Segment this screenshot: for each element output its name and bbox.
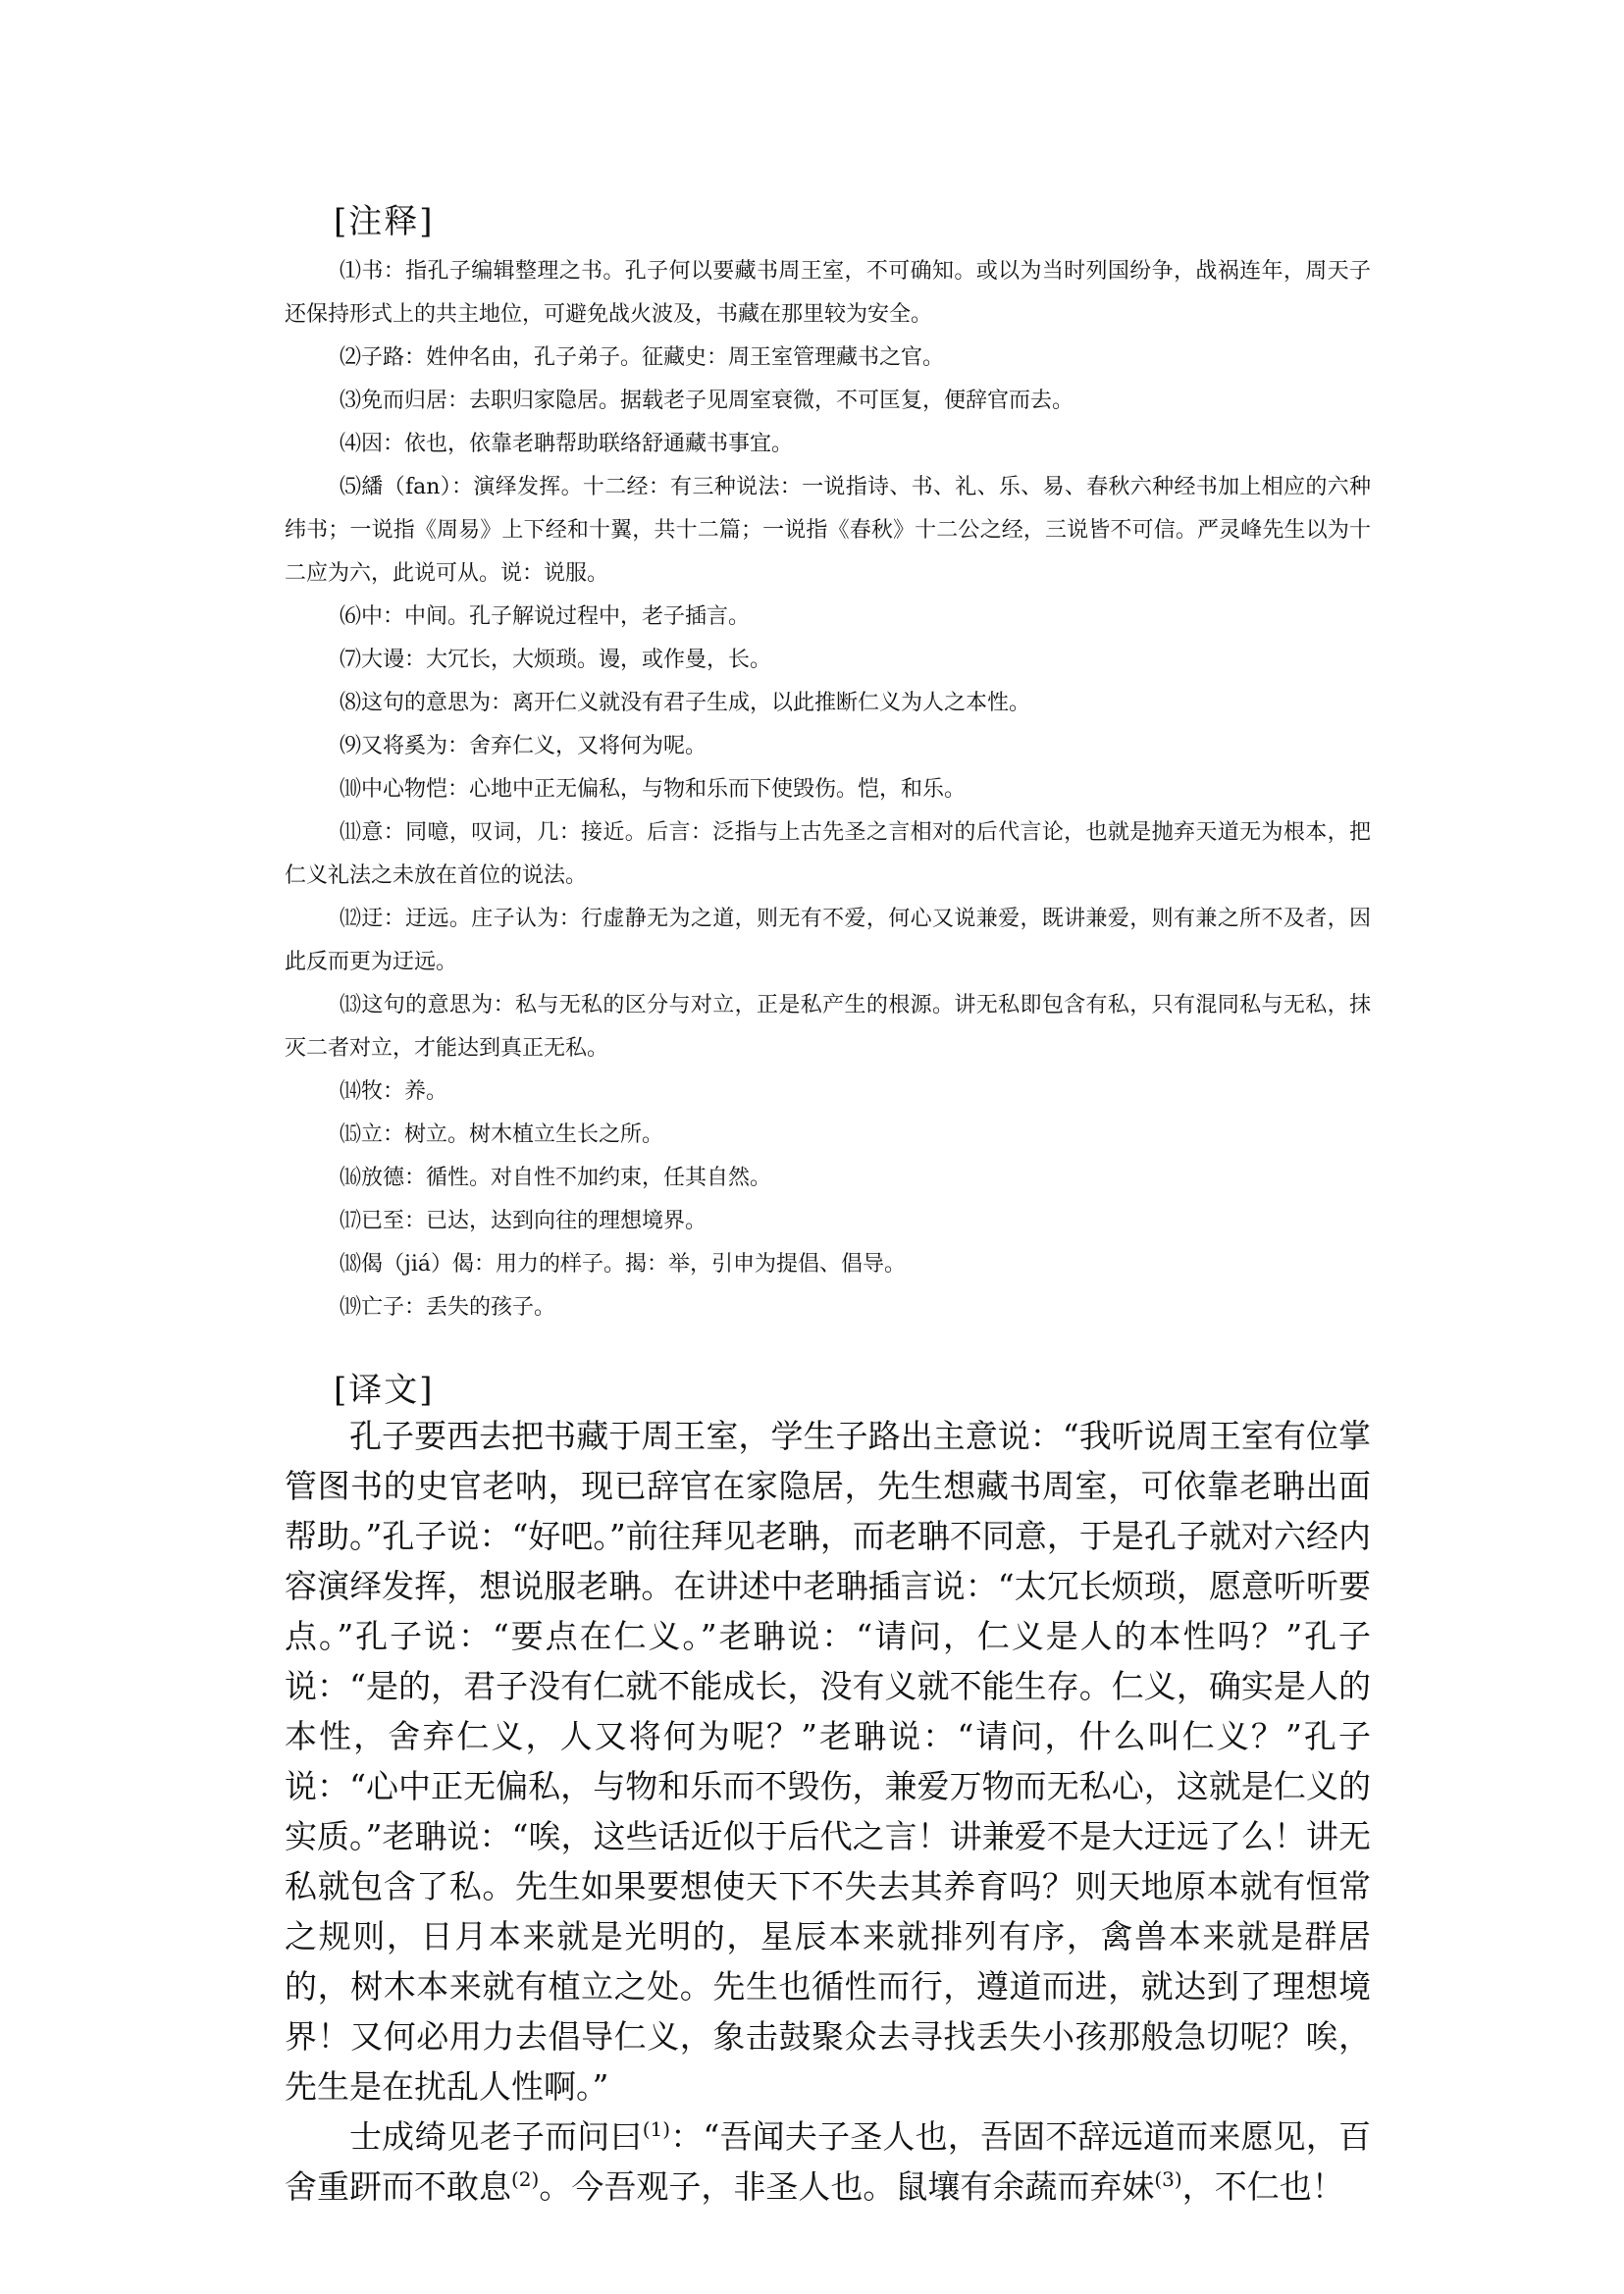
note-item: ⑺大谩：大冗长，大烦琐。谩，或作曼，长。 — [340, 648, 772, 672]
note-item: ⑹中：中间。孔子解说过程中，老子插言。 — [340, 604, 751, 629]
note-item: ⒅偈（jiá）偈：用力的样子。揭：举，引申为提倡、倡导。 — [340, 1252, 906, 1277]
note-item: ⒂立：树立。树木植立生长之所。 — [340, 1122, 664, 1147]
text-segment: ，不仁也！ — [1181, 2167, 1344, 2206]
text-segment: ：“吾闻夫子圣人也，吾固不辞远道而来愿见，百舍重趼而不敢息 — [285, 2117, 1372, 2206]
note-item: ⑵子路：姓仲名由，孔子弟子。征藏史：周王室管理藏书之官。 — [340, 345, 945, 370]
note-item: ⑽中心物恺：心地中正无偏私，与物和乐而下使毁伤。恺，和乐。 — [340, 777, 967, 802]
text-segment: 士成绮见老子而问曰 — [349, 2117, 643, 2156]
note-item: ⑿迂：迂远。庄子认为：行虚静无为之道，则无有不爱，何心又说兼爱，既讲兼爱，则有兼之所不及者，因此反而更为迂远。 — [285, 907, 1371, 974]
notes-heading: [注释] — [334, 202, 435, 241]
note-item: ⒀这句的意思为：私与无私的区分与对立，正是私产生的根源。讲无私即包含有私，只有混同私与无私，抹灭二者对立，才能达到真正无私。 — [285, 993, 1371, 1061]
note-item: ⒁牧：养。 — [340, 1079, 448, 1104]
notes-list — [285, 250, 1371, 1329]
translation-body — [285, 1411, 1371, 2212]
note-item: ⑸繙（fan）：演绎发挥。十二经：有三种说法：一说指诗、书、礼、乐、易、春秋六种经书加上相应的六种纬书；一说指《周易》上下经和十翼，共十二篇；一说指《春秋》十二公之经，三说皆不可信。严灵峰先生以为十二应为六，此说可从。说：说服。 — [285, 475, 1371, 586]
note-item: ⑼又将奚为：舍弃仁义，又将何为呢。 — [340, 734, 707, 758]
note-item: ⑴书：指孔子编辑整理之书。孔子何以要藏书周王室，不可确知。或以为当时列国纷争，战祸连年，周天子还保持形式上的共主地位，可避免战火波及，书藏在那里较为安全。 — [285, 259, 1371, 327]
note-item: ⑶免而归居：去职归家隐居。据载老子见周室衰微，不可匡复，便辞官而去。 — [340, 389, 1074, 413]
footnote-ref: (1) — [642, 2117, 671, 2141]
note-item: ⒃放德：循性。对自性不加约束，任其自然。 — [340, 1166, 772, 1190]
footnote-ref: (3) — [1154, 2167, 1182, 2191]
note-item: ⑷因：依也，依靠老聃帮助联络舒通藏书事宜。 — [340, 432, 794, 456]
translation-paragraph — [285, 2112, 1371, 2212]
translation-paragraph: 孔子要西去把书藏于周王室，学生子路出主意说：“我听说周王室有位掌管图书的史官老呐，现已辞官在家隐居，先生想藏书周室，可依靠老聃出面帮助。”孔子说：“好吧。”前往拜见老聃，而老聃不同意，于是孔子就对六经内容演绎发挥，想说服老聃。在讲述中老聃插言说：“太冗长烦琐，愿意听听要点。”孔子说：“要点在仁义。”老聃说：“请问，仁义是人的本性吗？”孔子说：“是的，君子没有仁就不能成长，没有义就不能生存。仁义，确实是人的本性，舍弃仁义，人又将何为呢？”老聃说：“请问，什么叫仁义？”孔子说：“心中正无偏私，与物和乐而不毁伤，兼爱万物而无私心，这就是仁义的实质。”老聃说：“唉，这些话近似于后代之言！讲兼爱不是大迂远了么！讲无私就包含了私。先生如果要想使天下不失去其养育吗？则天地原本就有恒常之规则，日月本来就是光明的，星辰本来就排列有序，禽兽本来就是群居的，树木本来就有植立之处。先生也循性而行，遵道而进，就达到了理想境界！又何必用力去倡导仁义，象击鼓聚众去寻找丢失小孩那般急切呢？唉，先生是在扰乱人性啊。” — [285, 1417, 1371, 2106]
footnote-ref: (2) — [511, 2167, 540, 2191]
note-item: ⒆亡子：丢失的孩子。 — [340, 1295, 556, 1320]
note-item: ⑾意：同噫，叹词，几：接近。后言：泛指与上古先圣之言相对的后代言论，也就是抛弃天道无为根本，把仁义礼法之未放在首位的说法。 — [285, 820, 1371, 888]
text-segment: 。今吾观子，非圣人也。鼠壤有余蔬而弃妹 — [539, 2167, 1155, 2206]
note-item: ⑻这句的意思为：离开仁义就没有君子生成，以此推断仁义为人之本性。 — [340, 691, 1031, 715]
note-item: ⒄已至：已达，达到向往的理想境界。 — [340, 1209, 707, 1233]
translation-heading: [译文] — [334, 1371, 435, 1410]
